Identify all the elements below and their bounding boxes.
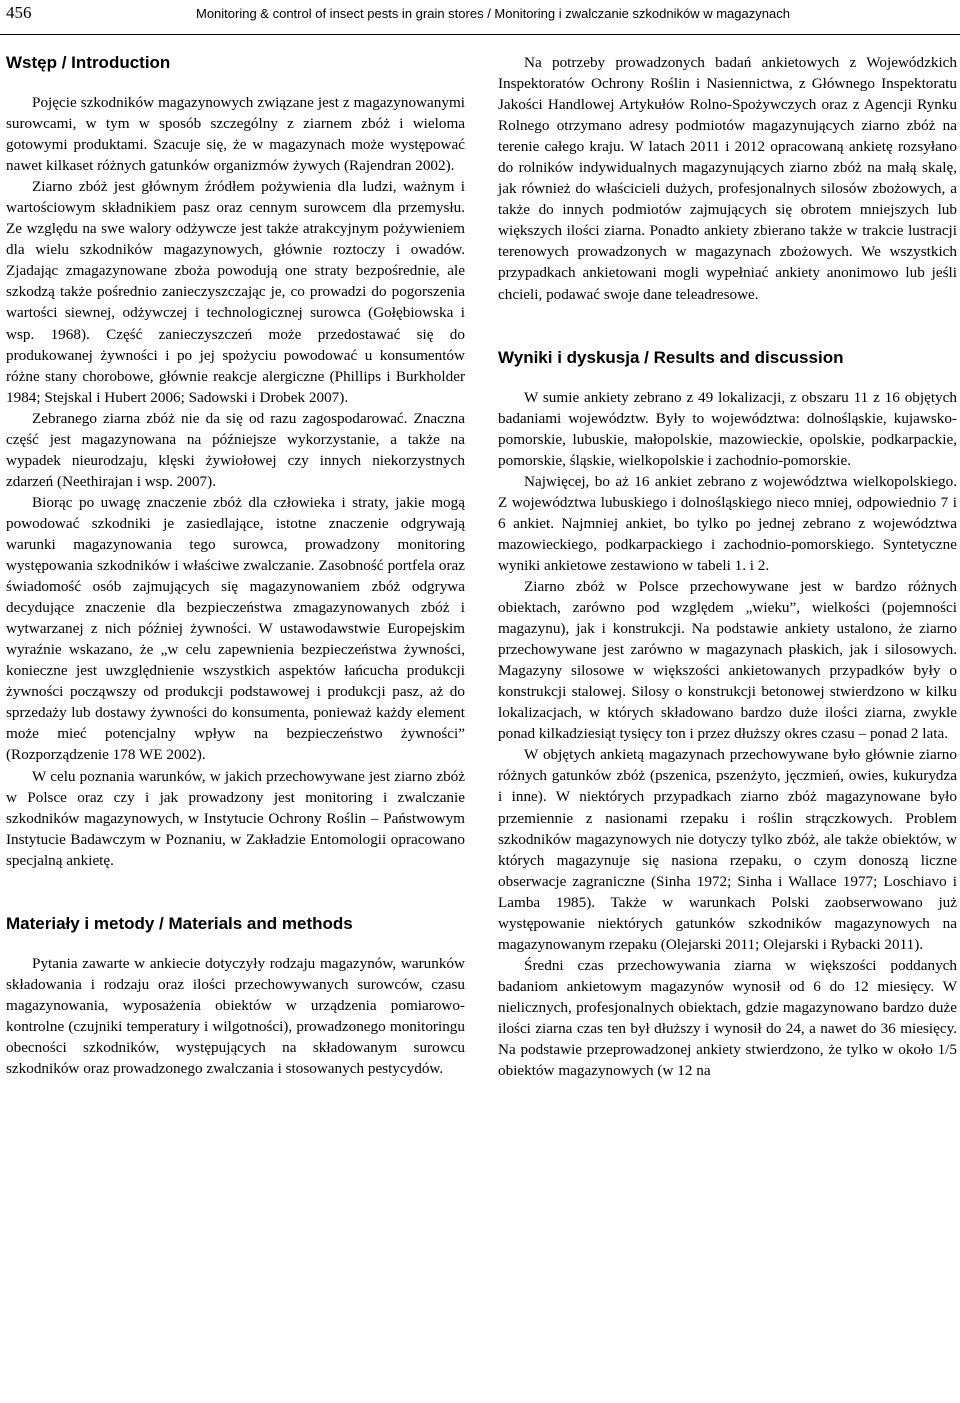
methods-paragraph-1: Pytania zawarte w ankiecie dotyczyły rodzaju magazynów, warunków składowania i rodzaju oraz ilości przechowywanych surowców, czasu magazynowania, wyposażenia obiektów w urządzenia pomiarowo-kontrolne (czujniki temperatury i wilgotności), prowadzonego monitoringu obecności szkodników, występujących na składowanym surowcu szkodników oraz prowadzonego zwalczania i stosowanych pestycydów. <box>6 954 465 1077</box>
methods-heading: Materiały i metody / Materials and methods <box>6 913 353 933</box>
results-heading: Wyniki i dyskusja / Results and discussion <box>498 347 844 367</box>
spacer <box>498 369 957 387</box>
spacer <box>6 871 465 913</box>
intro-paragraph-1: Pojęcie szkodników magazynowych związane jest z magazynowanymi surowcami, w tym w sposób szczególny z ziarnem zbóż i wieloma gotowymi produktami. Szacuje się, że w magazynach może występować nawet kilkaset różnych gatunków organizmów żywych (Rajendran 2002). <box>6 94 465 175</box>
results-paragraph-2: Najwięcej, bo aż 16 ankiet zebrano z województwa wielkopolskiego. Z województwa lubuskiego i dolnośląskiego nieco mniej, odpowiednio 7 i 6 ankiet. Najmniej ankiet, bo tylko po jednej zebrano z województwa mazowieckiego, podkarpackiego i zachodnio-pomorskiego. Syntetyczne wyniki ankietowe zestawiono w tabeli 1. i 2. <box>498 472 957 574</box>
results-paragraph-5: Średni czas przechowywania ziarna w większości poddanych badaniom ankietowym magazynów wynosił od 6 do 12 miesięcy. W nielicznych, profesjonalnych obiektach, gdzie magazynowano bardzo duże ilości ziarna czas ten był dłuższy i wynosił do 24, a nawet do 36 miesięcy. Na podstawie przeprowadzonej ankiety stwierdzono, że tylko w około 1/5 obiektów magazynowych (w 12 na <box>498 956 957 1080</box>
intro-paragraph-4: Biorąc po uwagę znaczenie zbóż dla człowieka i straty, jakie mogą powodować szkodniki je zasiedlające, istotne znaczenie odgrywają warunki magazynowania tego surowca, prowadzony monitoring występowania szkodników i właściwe zwalczanie. Zasobność portfela oraz świadomość osób zajmujących się magazynowaniem zbóż odgrywa decydujące znaczenie dla bezpieczeństwa zmagazynowanych zbóż i wytwarzanej z nich później żywności. W ustawodawstwie Europejskim wyraźnie wskazano, że „w celu zapewnienia bezpieczeństwa żywności, konieczne jest uwzględnienie wszystkich aspektów łańcucha produkcji żywności począwszy od produkcji podstawowej i produkcji pasz, aż do sprzedaży lub dostawy żywności do konsumenta, ponieważ każdy element może mieć potencjalny wpływ na bezpieczeństwo żywności” (Rozporządzenie 178 WE 2002). <box>6 493 465 764</box>
spacer <box>6 935 465 953</box>
results-paragraph-4: W objętych ankietą magazynach przechowywane było głównie ziarno różnych gatunków zbóż (pszenica, pszenżyto, jęczmień, owies, kukurydza i inne). W niektórych przypadkach ziarno zbóż magazynowane było przemiennie z nasionami rzepaku i roślin strączkowych. Problem szkodników magazynowych nie dotyczy tylko zbóż, ale także obiektów, w których magazynuje się nasiona rzepaku, o czym donoszą liczne obserwacje zagraniczne (Sinha 1972; Sinha i Wallace 1977; Loschiavo i Lamba 1985). Także w warunkach Polski zaobserwowano już występowanie niektórych gatunków szkodników magazynowych na magazynowanym rzepaku (Olejarski 2011; Olejarski i Rybacki 2011). <box>498 746 957 953</box>
spacer <box>498 305 957 347</box>
page-number: 456 <box>6 3 32 22</box>
methods-paragraph-2: Na potrzeby prowadzonych badań ankietowych z Wojewódzkich Inspektoratów Ochrony Roślin i Nasiennictwa, z Głównego Inspektoratu Jakości Handlowej Artykułów Rolno-Spożywczych oraz z Agencji Rynku Rolnego otrzymano adresy podmiotów magazynujących ziarno zbóż na terenie całego kraju. W latach 2011 i 2012 opracowaną ankietę rozsyłano do rolników indywidualnych magazynujących ziarno zbóż na małą skalę, jak również do właścicieli dużych, profesjonalnych silosów zbożowych, a także do innych podmiotów zajmujących się obrotem mniejszych lub większych ilości ziarna. Ponadto ankiety zbierano także w trakcie lustracji terenowych prowadzonych w magazynach zbożowych. We wszystkich przypadkach ankietowani mogli wypełniać ankiety anonimowo lub jeśli chcieli, podawać swoje dane teleadresowe. <box>498 54 957 303</box>
results-paragraph-1: W sumie ankiety zebrano z 49 lokalizacji, z obszaru 11 z 16 objętych badaniami województw. Były to województwa: dolnośląskie, kujawsko-pomorskie, lubuskie, małopolskie, mazowieckie, opolskie, podkarpackie, pomorskie, śląskie, wielkopolskie i zachodnio-pomorskie. <box>498 388 957 469</box>
intro-paragraph-2: Ziarno zbóż jest głównym źródłem pożywienia dla ludzi, ważnym i wartościowym składnikiem pasz oraz cennym surowcem dla przemysłu. Ze względu na swe walory odżywcze jest także atrakcyjnym pożywieniem dla wielu szkodników magazynowych, głównie roztoczy i owadów. Zjadając zmagazynowane zboża powodują one straty bezpośrednie, ale szkodzą także pośrednio zanieczyszczając je, co prowadzi do pogorszenia wartości siewnej, odżywczej i technologicznej surowca (Gołębiowska i wsp. 1968). Część zanieczyszczeń może przedostawać się do produkowanej żywności i po jej spożyciu powodować u konsumentów różne stany chorobowe, głównie reakcje alergiczne (Phillips i Burkholder 1984; Stejskal i Hubert 2006; Sadowski i Drobek 2007). <box>6 178 465 406</box>
intro-paragraph-5: W celu poznania warunków, w jakich przechowywane jest ziarno zbóż w Polsce oraz czy i jak prowadzony jest monitoring i zwalczanie szkodników magazynowych, w Instytucie Ochrony Roślin – Państwowym Instytucie Badawczym w Poznaniu, w Zakładzie Entomologii opracowano specjalną ankietę. <box>6 767 465 869</box>
running-title: Monitoring & control of insect pests in grain stores / Monitoring i zwalczanie szkodników w magazynach <box>196 6 790 21</box>
spacer <box>6 74 465 92</box>
intro-paragraph-3: Zebranego ziarna zbóż nie da się od razu zagospodarować. Znaczna część jest magazynowana na późniejsze wykorzystanie, a także na wypadek nieurodzaju, klęski żywiołowej czy innych niekorzystnych zdarzeń (Neethirajan i wsp. 2007). <box>6 409 465 490</box>
introduction-heading: Wstęp / Introduction <box>6 53 171 72</box>
left-column <box>6 52 465 1079</box>
header-rule <box>0 34 960 35</box>
results-paragraph-3: Ziarno zbóż w Polsce przechowywane jest w bardzo różnych obiektach, zarówno pod względem „wieku”, wielkości (pojemności magazynu), jak i konstrukcji. Na podstawie ankiety ustalono, że ziarno przechowywane jest zarówno w magazynach płaskich, jak i silosowych. Magazyny silosowe w większości ankietowanych przypadków były o konstrukcji stalowej. Silosy o konstrukcji betonowej stwierdzono w kilku lokalizacjach, w których składowano bardzo duże ilości ziarna, zwykle ponad kilkadziesiąt tysięcy ton i przez dłuższy okres czasu – ponad 2 lata. <box>498 577 957 743</box>
page-header <box>0 0 960 44</box>
right-column <box>498 52 957 1081</box>
